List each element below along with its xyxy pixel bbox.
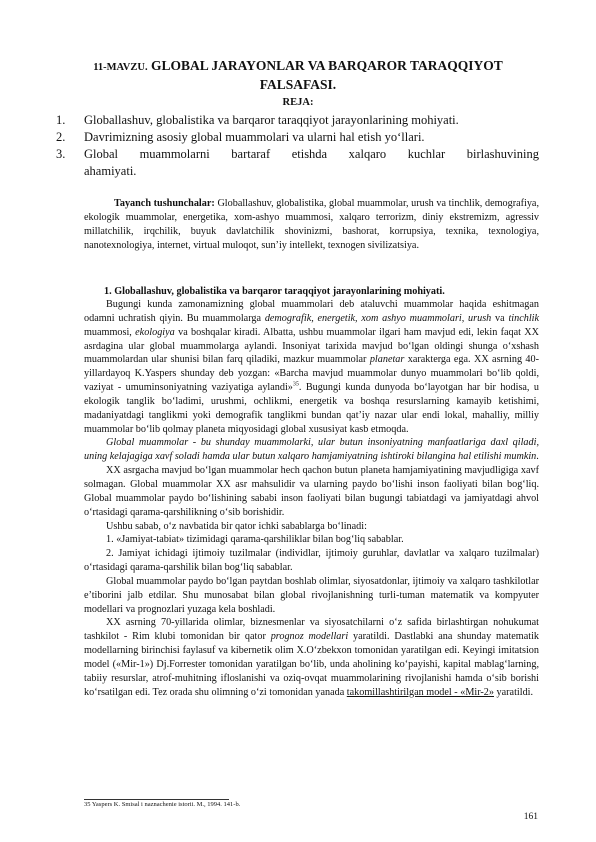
plan-item [56,112,539,128]
list-item: 2. Jamiyat ichidagi ijtimoiy tuzilmalar (individlar, ijtimoiy guruhlar, davlatlar va xalqaro tuzilmalar) o‘rtasidagi qarama-qarshilik bilan bog‘liq sabablar. [84,548,539,574]
plan-item [56,146,539,162]
text-run: Bugungi kunda zamonamizning global muammolari deb ataluvchi muammolar haqida eshitmagan odamni uchratish qiyin. Bu muammolarga [84,299,539,324]
plan-item-number: 3. [56,147,66,161]
footnote: 35 Yaspers K. Smisal i naznachenie istorii. M., 1994. 141-b. [84,801,241,808]
paragraph-definition: Global muammolar - bu shunday muammolarki, ular butun insoniyatning manfaatlariga daxl qiladi, uning kelajagiga xavf soladi hamda ular butun xalqaro hamjamiyatning ishtiroki bilangina hal etilishi mumkin. [84,437,539,463]
plan-item-text: ahamiyati. [84,164,137,178]
paragraph [84,298,539,436]
italic-run: prognoz modellari [270,631,349,643]
text-run: yaratildi. [496,686,534,698]
key-terms [84,197,539,253]
text-run: muammosi, [84,326,132,338]
text-run: xarakterga ega. XX asrning 40-yillardayoq K.Yaspers shunday deb yozgan: «Barcha mavjud muammolar dunyo muammolari bo‘lib qoldi, vaziyat - umuminsoniyatning vaziyatiga aylandi» [84,354,539,394]
page-title [90,57,506,93]
plan-item-number: 1. [56,113,66,127]
text-run: yaratildi. Dastlabki ana shunday matematik modellarning birinchisi faylasuf va kibernetik olim X.O‘zbekxon tomonidan yaratilgan edi. Keyingi imitatsion model («Mir-1») Dj.Forrester tomonidan yaratilgan bo‘lib, unda aholining ko‘payishi, kapital mablag‘larning, tabiiy resurslar, atrof-muhitning ifloslanishi va oziq-ovqat muammolarining rivojlanishi hamda o‘sib borishi ko‘rsatilgan edi. Tez orada shu olimning o‘zi tomonidan yanada [84,631,539,698]
plan-item-continuation [84,163,539,179]
plan-heading: REJA: [282,97,314,108]
text-run: XX asrning 70-yillarida olimlar, biznesmenlar va siyosatchilarni o‘z safida birlashtirgan nohukumat tashkilot - Rim klubi tomonidan bir qator [84,617,539,643]
paragraph: Global muammolar paydo bo‘lgan paytdan boshlab olimlar, siyosatdonlar, ijtimoiy va xalqaro tashkilotlar e’tiborini jalb etdilar. Shu munosabat bilan global rivojlanishning turli-tuman matematik va kompyuter modellari va prognozlari yuzaga kela boshladi. [84,575,539,615]
key-terms-label: Tayanch tushunchalar: [114,198,215,209]
italic-run: planetar [369,354,405,366]
plan-item-number: 2. [56,130,66,144]
plan-item [56,129,539,145]
paragraph [84,616,539,699]
key-terms-text: Globallashuv, globalistika, global muammolar, urush va tinchlik, demografiya, ekologik muammolar, energetika, xom-ashyo muammosi, xalqaro terrorizm, diniy ekstremizm, agressiv millatchilik, irqchilik, buyuk davlatchilik shovinizmi, bashorat, korrupsiya, texnika, texnologiya, nanotexnologiya, internet, virtual muloqot, sun’iy intellekt, texnogen sivilizatsiya. [84,198,540,251]
list-item: 1. «Jamiyat-tabiat» tizimidagi qarama-qarshiliklar bilan bog‘liq sabablar. [106,534,404,546]
text-run: va boshqalar kiradi. Albatta, ushbu muammolar ilgari ham mavjud edi, lekin faqat XX asrdagina ular global muammolarga aylandi. Insoniyat tarixida mavjud bo‘lgan oldingi shunga o‘xshash muammolardan ular shunisi bilan farq qiladiki, mazkur muammolar [84,326,540,366]
underlined-run: takomillashtirilgan model - «Mir-2» [346,686,494,698]
text-run: va [495,312,505,324]
italic-run: tinchlik [508,312,540,324]
italic-run: ekologiya [135,326,175,338]
section-heading: 1. Globallashuv, globalistika va barqaror taraqqiyot jarayonlarining mohiyati. [104,286,445,297]
paragraph: XX asrgacha mavjud bo‘lgan muammolar hech qachon butun planeta hamjamiyatining mavjudligiga xavf solmagan. Global muammolar XX asr mahsulidir va ularning paydo bo‘lishi inson faoliyati bilan bog‘liq. Global muammolar paydo bo‘lishining sababi inson faoliyati bilan bugungi tabiatdagi va jamiyatdagi ahvol o‘rtasidagi qarama-qarshilikning o‘sib borishidir. [84,465,539,518]
italic-run: Global muammolar - bu shunday muammolarki, ular butun insoniyatning manfaatlariga daxl qiladi, uning kelajagiga xavf soladi hamda ular butun xalqaro hamjamiyatning ishtiroki bilangina hal etilishi mumkin [84,437,539,463]
page-number: 161 [523,812,538,822]
italic-run: demografik, energetik, xom ashyo muammolari, urush [264,312,492,324]
text-run: . Bugungi kunda dunyoda bo‘layotgan har bir hodisa, u ekologik tanglik bo‘ladimi, urushmi, ochlikmi, energetik va boshqa resurslarning kamayib ketishimi, madaniyatdagi tanglikmi yoki demografik tanglikmi bundan qat’iy nazar ular endi lokal, mahalliy, milliy muammolar bo‘lib qolmay planeta miqyosidagi global xususiyat kasb etmoqda. [84,382,539,435]
topic-title: GLOBAL JARAYONLAR VA BARQAROR TARAQQIYOT FALSAFASI. [150,58,503,92]
body-text [84,298,539,699]
topic-number: 11-MAVZU. [93,62,148,73]
plan-item-text: Global muammolarni bartaraf etishda xalqaro kuchlar birlashuvining [84,147,539,161]
footnote-separator [84,799,229,800]
plan-item-text: Davrimizning asosiy global muammolari va ularni hal etish yo‘llari. [84,130,425,144]
footnote-ref: 35 [292,381,299,388]
plan-item-text: Globallashuv, globalistika va barqaror taraqqiyot jarayonlarining mohiyati. [84,113,459,127]
paragraph: Ushbu sabab, o‘z navbatida bir qator ichki sabablarga bo‘linadi: [106,520,367,532]
